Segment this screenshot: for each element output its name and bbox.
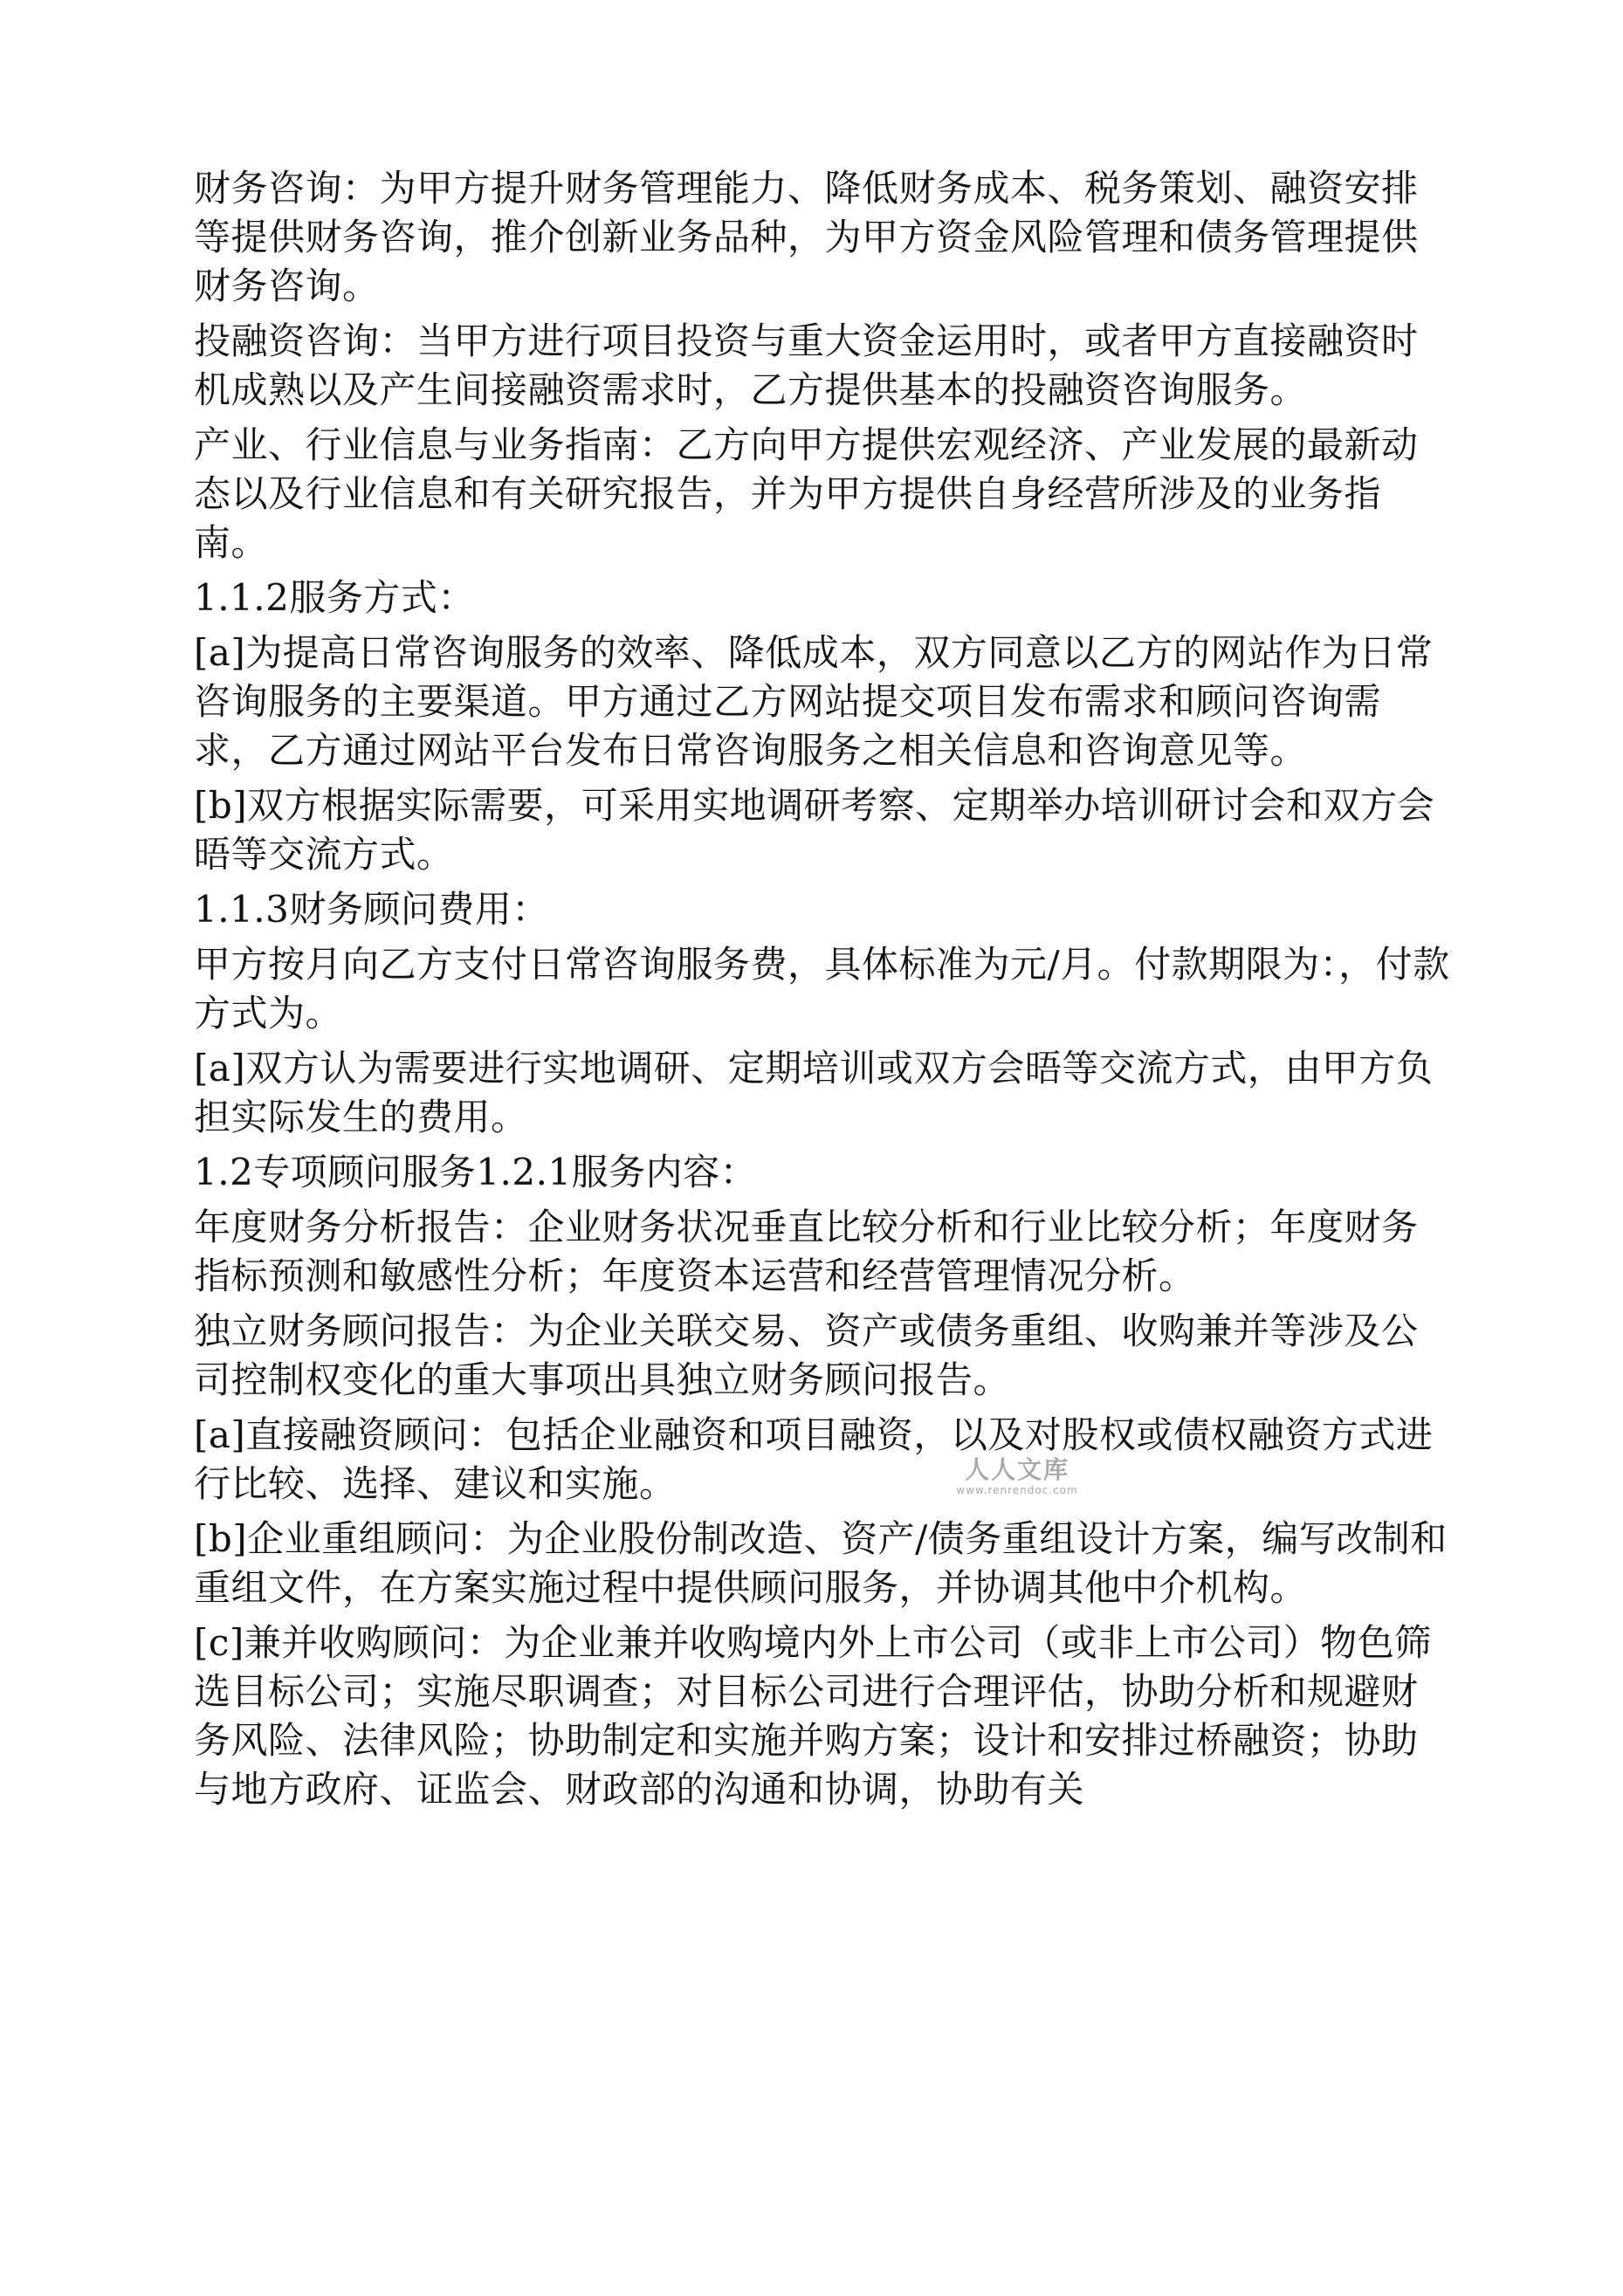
paragraph-annual-report: 年度财务分析报告：企业财务状况垂直比较分析和行业比较分析；年度财务指标预测和敏感性分析；年度资本运营和经营管理情况分析。: [194, 1206, 1419, 1297]
paragraph-direct-financing: [a]直接融资顾问：包括企业融资和项目融资，以及对股权或债权融资方式进行比较、选择、建议和实施。: [194, 1413, 1434, 1505]
watermark-sub-text: www.renrendoc.com: [956, 1484, 1078, 1496]
paragraph-financial-consulting: 财务咨询：为甲方提升财务管理能力、降低财务成本、税务策划、融资安排等提供财务咨询，推介创新业务品种，为甲方资金风险管理和债务管理提供财务咨询。: [194, 167, 1419, 307]
paragraph-service-method-b: [b]双方根据实际需要，可采用实地调研考察、定期举办培训研讨会和双方会晤等交流方式。: [194, 784, 1435, 876]
paragraph-industry-info: 产业、行业信息与业务指南：乙方向甲方提供宏观经济、产业发展的最新动态以及行业信息和有关研究报告，并为甲方提供自身经营所涉及的业务指南。: [194, 423, 1419, 564]
paragraph-service-method-a: [a]为提高日常咨询服务的效率、降低成本，双方同意以乙方的网站作为日常咨询服务的主要渠道。甲方通过乙方网站提交项目发布需求和顾问咨询需求，乙方通过网站平台发布日常咨询服务之相关信息和咨询意见等。: [194, 631, 1434, 772]
paragraph-independent-report: 独立财务顾问报告：为企业关联交易、资产或债务重组、收购兼并等涉及公司控制权变化的重大事项出具独立财务顾问报告。: [194, 1310, 1419, 1401]
heading-special-advisory: 1.2专项顾问服务1.2.1服务内容：: [194, 1151, 758, 1193]
document-body: [194, 164, 1451, 1820]
paragraph-monthly-fee: 甲方按月向乙方支付日常咨询服务费，具体标准为元/月。付款期限为：，付款方式为。: [194, 943, 1450, 1035]
heading-service-method: 1.1.2服务方式：: [194, 576, 475, 619]
paragraph-mergers: [c]兼并收购顾问：为企业兼并收购境内外上市公司（或非上市公司）物色筛选目标公司；实施尽职调查；对目标公司进行合理评估，协助分析和规避财务风险、法律风险；协助制定和实施并购方案；设计和安排过桥融资；协助与地方政府、证监会、财政部的沟通和协调，协助有关: [194, 1621, 1432, 1811]
paragraph-restructuring: [b]企业重组顾问：为企业股份制改造、资产/债务重组设计方案，编写改制和重组文件，在方案实施过程中提供顾问服务，并协调其他中介机构。: [194, 1517, 1448, 1609]
watermark-main-text: 人人文库: [964, 1455, 1069, 1484]
paragraph-fee-a: [a]双方认为需要进行实地调研、定期培训或双方会晤等交流方式，由甲方负担实际发生的费用。: [194, 1047, 1434, 1138]
heading-advisory-fees: 1.1.3财务顾问费用：: [194, 888, 549, 931]
paragraph-investment-consulting: 投融资咨询：当甲方进行项目投资与重大资金运用时，或者甲方直接融资时机成熟以及产生间接融资需求时，乙方提供基本的投融资咨询服务。: [194, 320, 1419, 411]
